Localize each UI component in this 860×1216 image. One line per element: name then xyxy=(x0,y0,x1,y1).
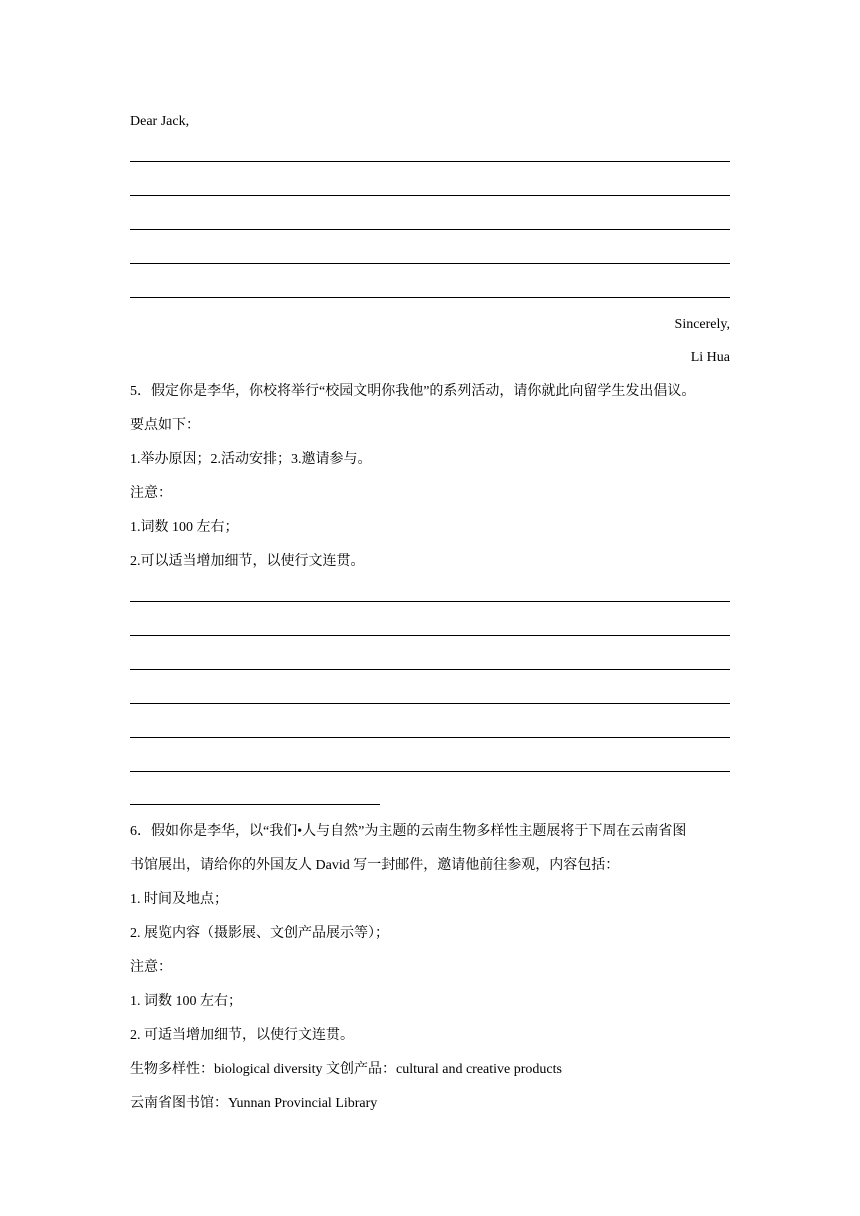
answer-line xyxy=(130,297,730,298)
letter-closing: Sincerely, xyxy=(674,317,730,332)
answer-line xyxy=(130,669,730,670)
question-6-prompt-line2: 书馆展出，请给你的外国友人 David 写一封邮件，邀请他前往参观，内容包括： xyxy=(130,858,620,873)
answer-line xyxy=(130,601,730,602)
answer-line xyxy=(130,737,730,738)
question-5-note-label: 注意： xyxy=(130,486,172,501)
letter-signature: Li Hua xyxy=(690,350,730,365)
question-5-points: 1.举办原因；2.活动安排；3.邀请参与。 xyxy=(130,452,372,467)
answer-line xyxy=(130,263,730,264)
question-6-vocab-1: 生物多样性：biological diversity 文创产品：cultural and creative products xyxy=(130,1062,562,1077)
answer-line xyxy=(130,229,730,230)
question-5-prompt-line1: 5．假定你是李华，你校将举行“校园文明你我他”的系列活动，请你就此向留学生发出倡议。 xyxy=(130,384,696,399)
question-6-note-1: 1. 词数 100 左右； xyxy=(130,994,242,1009)
answer-line xyxy=(130,703,730,704)
answer-line xyxy=(130,771,730,772)
question-5-note-2: 2.可以适当增加细节，以使行文连贯。 xyxy=(130,554,365,569)
answer-line xyxy=(130,804,380,805)
answer-line xyxy=(130,635,730,636)
question-6-note-label: 注意： xyxy=(130,960,172,975)
question-5-note-1: 1.词数 100 左右； xyxy=(130,520,239,535)
answer-line xyxy=(130,195,730,196)
question-6-note-2: 2. 可适当增加细节，以使行文连贯。 xyxy=(130,1028,354,1043)
letter-greeting: Dear Jack, xyxy=(130,114,190,129)
answer-line xyxy=(130,161,730,162)
question-6-point-2: 2. 展览内容（摄影展、文创产品展示等）； xyxy=(130,926,389,941)
question-6-prompt-line1: 6．假如你是李华，以“我们•人与自然”为主题的云南生物多样性主题展将于下周在云南省图 xyxy=(130,824,687,839)
question-6-point-1: 1. 时间及地点； xyxy=(130,892,228,907)
question-6-vocab-2: 云南省图书馆：Yunnan Provincial Library xyxy=(130,1096,378,1111)
question-5-prompt-line2: 要点如下： xyxy=(130,418,200,433)
